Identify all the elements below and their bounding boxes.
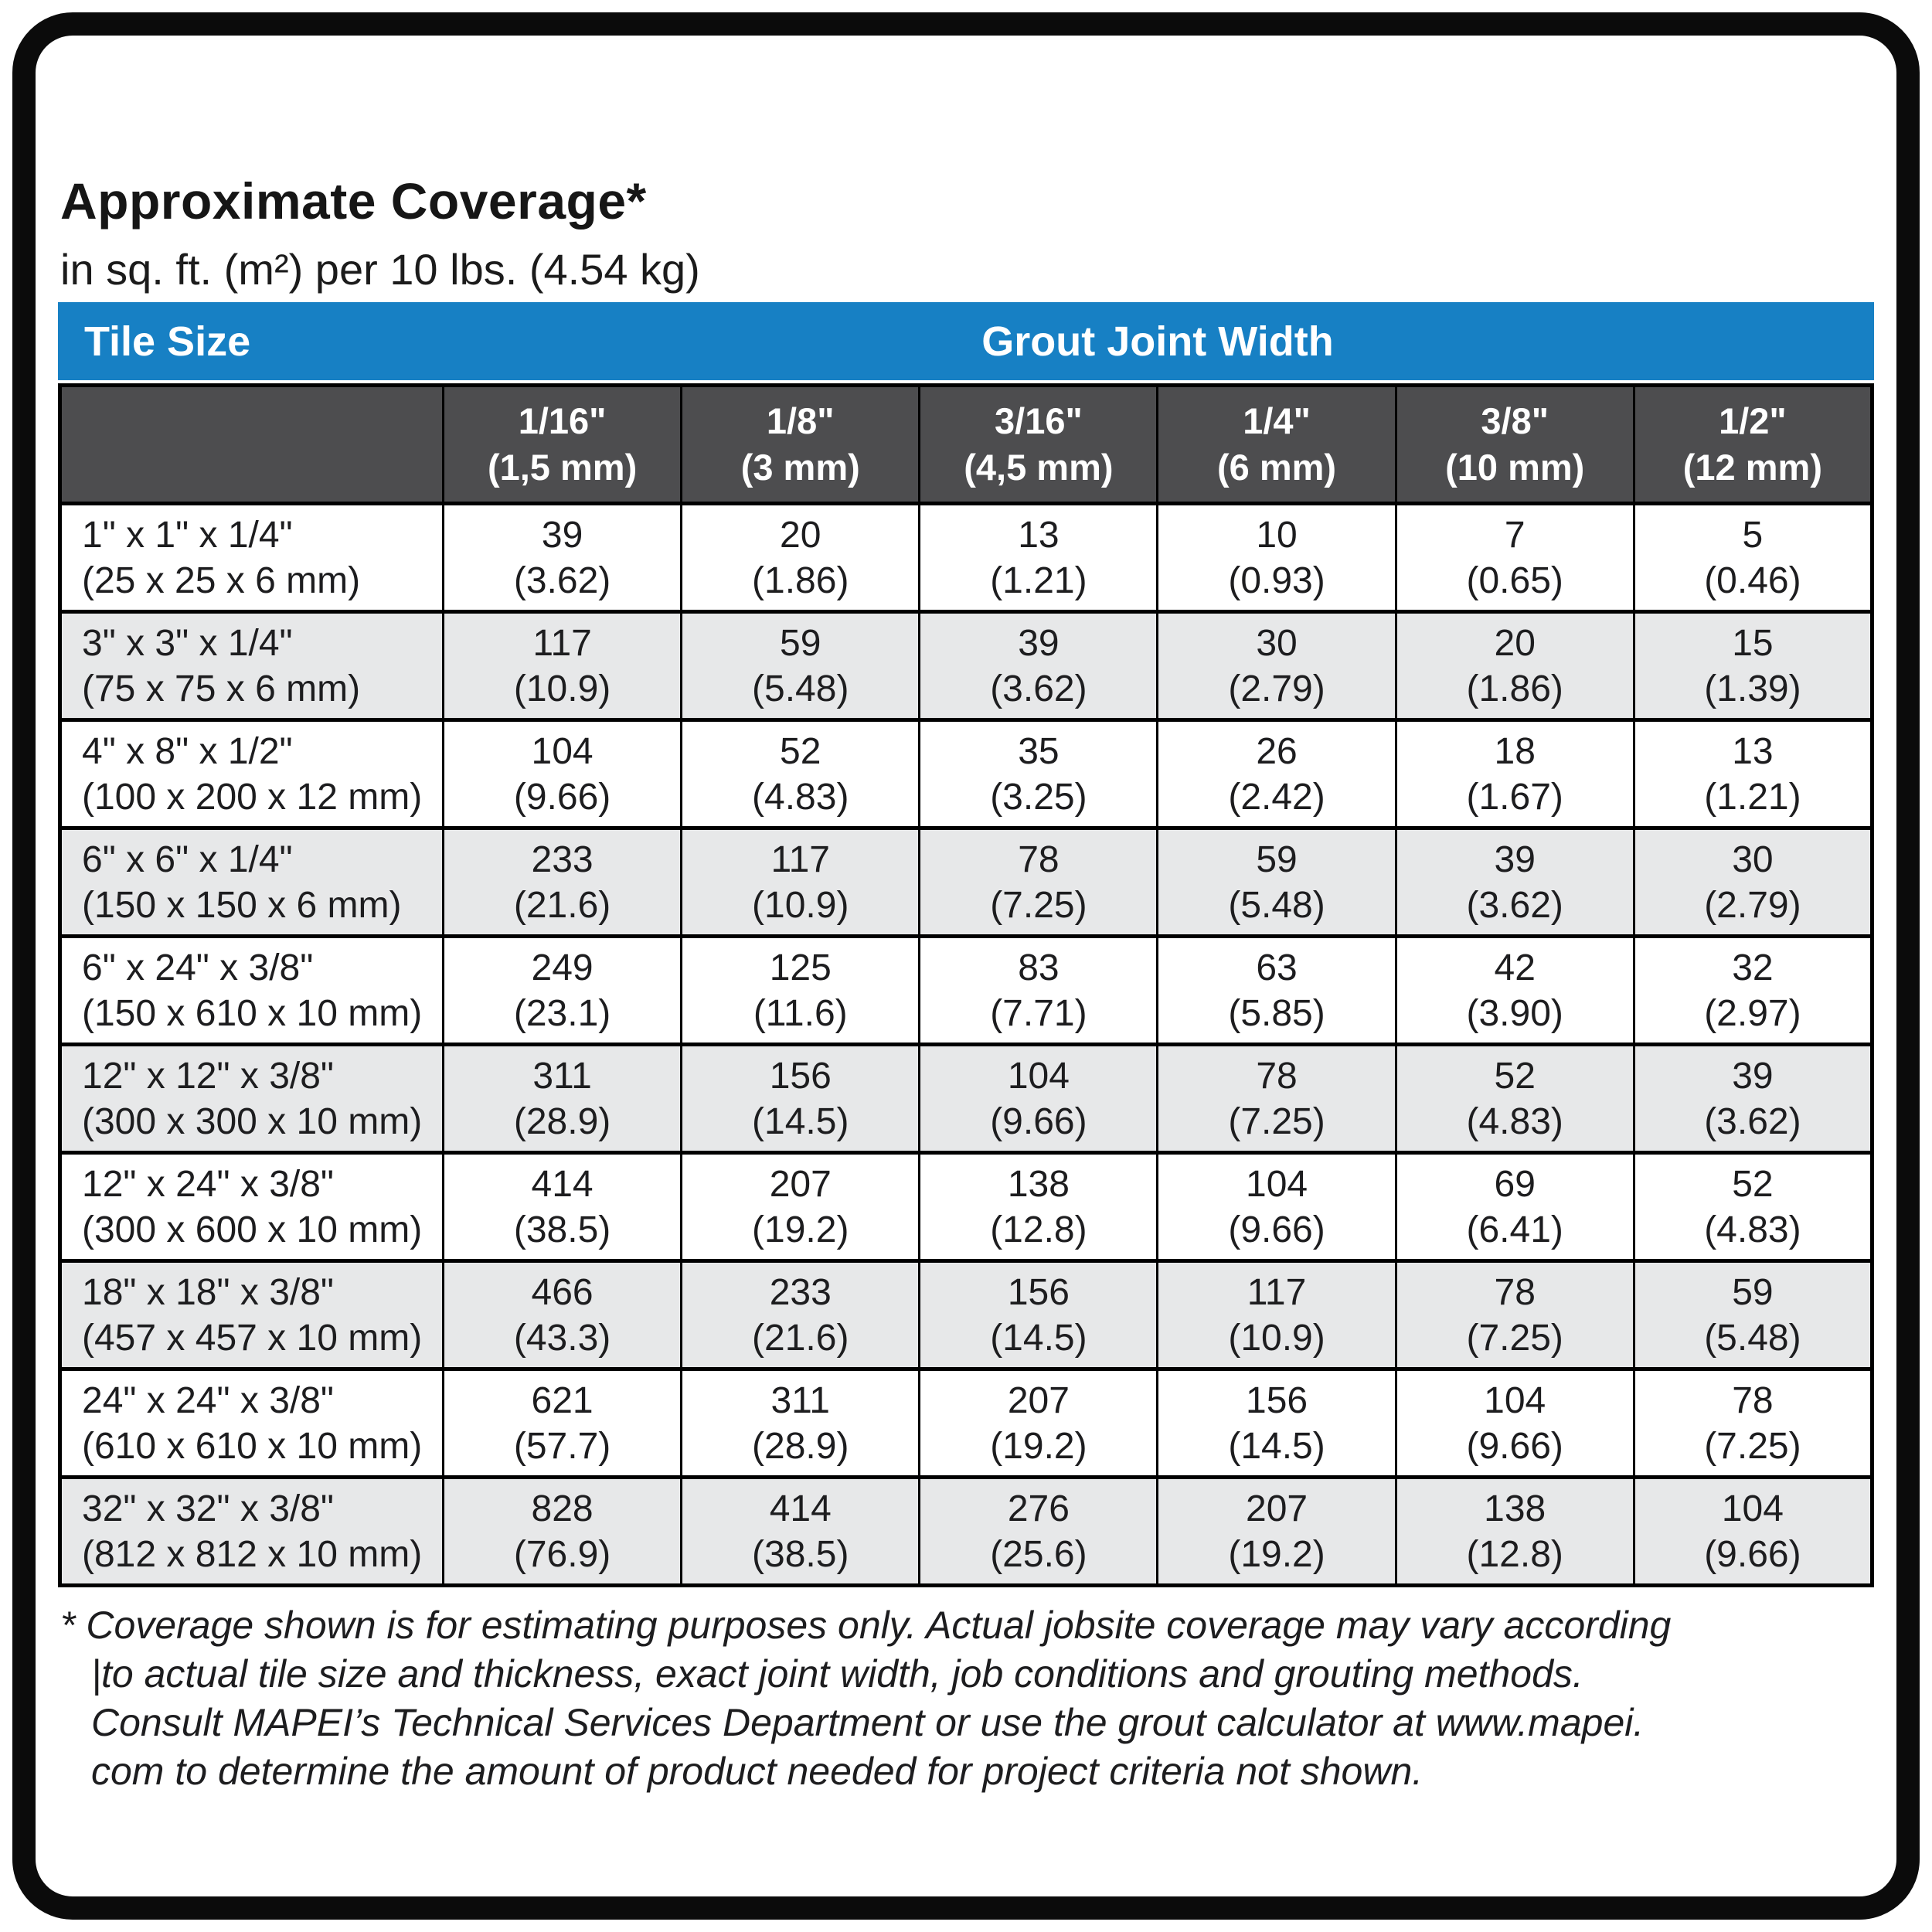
coverage-cell: 104 (9.66) <box>444 720 682 828</box>
coverage-cell: 207 (19.2) <box>920 1369 1158 1478</box>
coverage-cell: 20 (1.86) <box>682 504 920 612</box>
footnote <box>60 1601 1892 1796</box>
coverage-cell: 13 (1.21) <box>1634 720 1872 828</box>
coverage-cell: 52 (4.83) <box>1634 1153 1872 1261</box>
coverage-cell: 138 (12.8) <box>920 1153 1158 1261</box>
coverage-cell: 30 (2.79) <box>1158 612 1396 720</box>
joint-width-header-cell: 1/4" (6 mm) <box>1158 386 1396 504</box>
coverage-cell: 117 (10.9) <box>682 828 920 937</box>
coverage-cell: 7 (0.65) <box>1396 504 1634 612</box>
table-row <box>60 1478 1872 1586</box>
table-row <box>60 1045 1872 1153</box>
tile-size-header: Tile Size <box>84 318 251 365</box>
tile-size-cell: 1" x 1" x 1/4" (25 x 25 x 6 mm) <box>60 504 444 612</box>
coverage-cell: 63 (5.85) <box>1158 937 1396 1045</box>
coverage-cell: 117 (10.9) <box>444 612 682 720</box>
coverage-cell: 104 (9.66) <box>1158 1153 1396 1261</box>
tile-size-cell: 24" x 24" x 3/8" (610 x 610 x 10 mm) <box>60 1369 444 1478</box>
coverage-cell: 156 (14.5) <box>682 1045 920 1153</box>
coverage-table <box>58 302 1874 1587</box>
coverage-cell: 138 (12.8) <box>1396 1478 1634 1586</box>
coverage-cell: 18 (1.67) <box>1396 720 1634 828</box>
table-row <box>60 1369 1872 1478</box>
coverage-cell: 52 (4.83) <box>1396 1045 1634 1153</box>
coverage-cell: 10 (0.93) <box>1158 504 1396 612</box>
coverage-cell: 621 (57.7) <box>444 1369 682 1478</box>
coverage-cell: 414 (38.5) <box>444 1153 682 1261</box>
tile-size-cell: 6" x 24" x 3/8" (150 x 610 x 10 mm) <box>60 937 444 1045</box>
table-row <box>60 720 1872 828</box>
coverage-cell: 39 (3.62) <box>444 504 682 612</box>
coverage-table-body <box>60 504 1872 1586</box>
tile-size-cell: 12" x 24" x 3/8" (300 x 600 x 10 mm) <box>60 1153 444 1261</box>
coverage-cell: 207 (19.2) <box>1158 1478 1396 1586</box>
coverage-cell: 156 (14.5) <box>1158 1369 1396 1478</box>
table-row <box>60 612 1872 720</box>
coverage-cell: 104 (9.66) <box>1396 1369 1634 1478</box>
tile-size-cell: 18" x 18" x 3/8" (457 x 457 x 10 mm) <box>60 1261 444 1369</box>
joint-width-header-row <box>60 386 1872 504</box>
coverage-cell: 42 (3.90) <box>1396 937 1634 1045</box>
tile-size-cell: 3" x 3" x 1/4" (75 x 75 x 6 mm) <box>60 612 444 720</box>
table-row <box>60 828 1872 937</box>
footnote-line: Consult MAPEI’s Technical Services Department or use the grout calculator at www.mapei. <box>91 1701 1645 1744</box>
page-title: Approximate Coverage* <box>60 172 647 230</box>
coverage-cell: 233 (21.6) <box>682 1261 920 1369</box>
coverage-cell: 59 (5.48) <box>1634 1261 1872 1369</box>
footnote-line: |to actual tile size and thickness, exact joint width, job conditions and grouting methods. <box>91 1652 1583 1696</box>
footnote-line: com to determine the amount of product needed for project criteria not shown. <box>91 1750 1423 1793</box>
coverage-cell: 78 (7.25) <box>1634 1369 1872 1478</box>
tile-size-cell: 32" x 32" x 3/8" (812 x 812 x 10 mm) <box>60 1478 444 1586</box>
joint-width-header-cell: 1/2" (12 mm) <box>1634 386 1872 504</box>
coverage-cell: 78 (7.25) <box>1396 1261 1634 1369</box>
coverage-cell: 39 (3.62) <box>1396 828 1634 937</box>
coverage-cell: 104 (9.66) <box>920 1045 1158 1153</box>
coverage-cell: 52 (4.83) <box>682 720 920 828</box>
coverage-cell: 414 (38.5) <box>682 1478 920 1586</box>
coverage-cell: 39 (3.62) <box>920 612 1158 720</box>
joint-width-header-cell: 3/8" (10 mm) <box>1396 386 1634 504</box>
coverage-table-grid <box>58 383 1874 1587</box>
coverage-cell: 104 (9.66) <box>1634 1478 1872 1586</box>
coverage-cell: 59 (5.48) <box>1158 828 1396 937</box>
footnote-line: * Coverage shown is for estimating purposes only. Actual jobsite coverage may vary according <box>60 1604 1672 1647</box>
coverage-cell: 207 (19.2) <box>682 1153 920 1261</box>
table-row <box>60 1261 1872 1369</box>
coverage-cell: 156 (14.5) <box>920 1261 1158 1369</box>
table-row <box>60 504 1872 612</box>
coverage-cell: 69 (6.41) <box>1396 1153 1634 1261</box>
coverage-cell: 83 (7.71) <box>920 937 1158 1045</box>
coverage-cell: 311 (28.9) <box>444 1045 682 1153</box>
table-row <box>60 937 1872 1045</box>
coverage-cell: 32 (2.97) <box>1634 937 1872 1045</box>
coverage-cell: 15 (1.39) <box>1634 612 1872 720</box>
coverage-cell: 5 (0.46) <box>1634 504 1872 612</box>
coverage-cell: 125 (11.6) <box>682 937 920 1045</box>
grout-joint-width-header: Grout Joint Width <box>981 318 1334 365</box>
coverage-cell: 59 (5.48) <box>682 612 920 720</box>
coverage-cell: 233 (21.6) <box>444 828 682 937</box>
tile-size-cell: 4" x 8" x 1/2" (100 x 200 x 12 mm) <box>60 720 444 828</box>
coverage-cell: 39 (3.62) <box>1634 1045 1872 1153</box>
coverage-cell: 276 (25.6) <box>920 1478 1158 1586</box>
coverage-cell: 26 (2.42) <box>1158 720 1396 828</box>
coverage-cell: 78 (7.25) <box>1158 1045 1396 1153</box>
coverage-cell: 35 (3.25) <box>920 720 1158 828</box>
coverage-cell: 30 (2.79) <box>1634 828 1872 937</box>
coverage-cell: 13 (1.21) <box>920 504 1158 612</box>
coverage-cell: 20 (1.86) <box>1396 612 1634 720</box>
coverage-cell: 117 (10.9) <box>1158 1261 1396 1369</box>
coverage-cell: 311 (28.9) <box>682 1369 920 1478</box>
tile-size-cell: 6" x 6" x 1/4" (150 x 150 x 6 mm) <box>60 828 444 937</box>
coverage-cell: 466 (43.3) <box>444 1261 682 1369</box>
joint-width-header-cell: 3/16" (4,5 mm) <box>920 386 1158 504</box>
page-subtitle: in sq. ft. (m²) per 10 lbs. (4.54 kg) <box>60 245 700 294</box>
joint-width-header-cell: 1/16" (1,5 mm) <box>444 386 682 504</box>
joint-width-header-empty-cell <box>60 386 444 504</box>
table-header-band <box>58 302 1874 380</box>
coverage-cell: 249 (23.1) <box>444 937 682 1045</box>
tile-size-cell: 12" x 12" x 3/8" (300 x 300 x 10 mm) <box>60 1045 444 1153</box>
table-row <box>60 1153 1872 1261</box>
coverage-cell: 828 (76.9) <box>444 1478 682 1586</box>
coverage-cell: 78 (7.25) <box>920 828 1158 937</box>
joint-width-header-cell: 1/8" (3 mm) <box>682 386 920 504</box>
